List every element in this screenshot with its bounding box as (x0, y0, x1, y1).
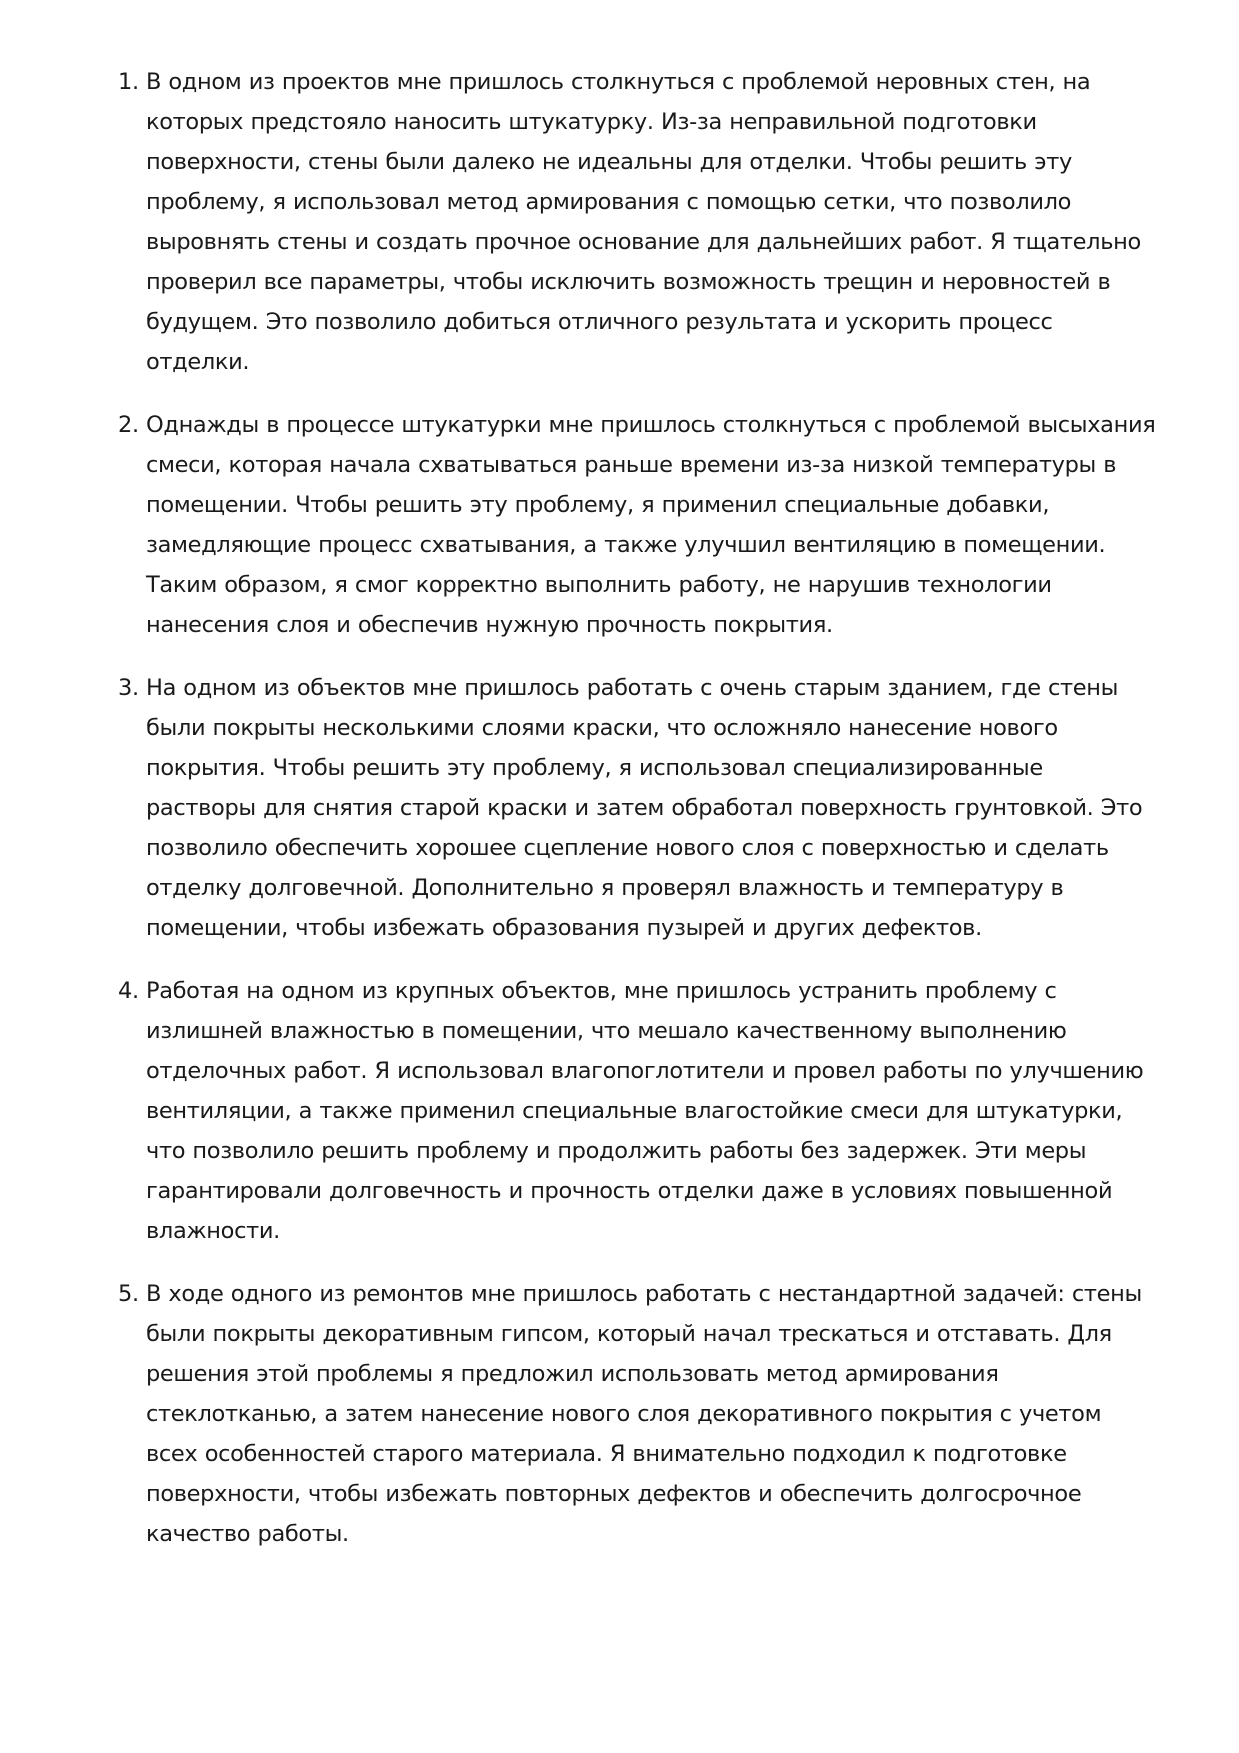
list-item-text: В ходе одного из ремонтов мне пришлось работать с нестандартной задачей: стены были покрыты декоративным гипсом, который начал трескаться и отставать. Для решения этой проблемы я предложил использовать метод армирования стеклотканью, а затем нанесение нового слоя декоративного покрытия с учетом всех особенностей старого материала. Я внимательно подходил к подготовке поверхности, чтобы избежать повторных дефектов и обеспечить долгосрочное качество работы. (146, 1281, 1142, 1547)
list-item-number: 1. (118, 69, 139, 95)
list-item-number: 2. (118, 412, 139, 438)
list-item-text: В одном из проектов мне пришлось столкнуться с проблемой неровных стен, на которых предстояло наносить штукатурку. Из-за неправильной подготовки поверхности, стены были далеко не идеальны для отделки. Чтобы решить эту проблему, я использовал метод армирования с помощью сетки, что позволило выровнять стены и создать прочное основание для дальнейших работ. Я тщательно проверил все параметры, чтобы исключить возможность трещин и неровностей в будущем. Это позволило добиться отличного результата и ускорить процесс отделки. (146, 69, 1141, 375)
list-item (118, 971, 1158, 1251)
list-item-text: На одном из объектов мне пришлось работать с очень старым зданием, где стены были покрыты несколькими слоями краски, что осложняло нанесение нового покрытия. Чтобы решить эту проблему, я использовал специализированные растворы для снятия старой краски и затем обработал поверхность грунтовкой. Это позволило обеспечить хорошее сцепление нового слоя с поверхностью и сделать отделку долговечной. Дополнительно я проверял влажность и температуру в помещении, чтобы избежать образования пузырей и других дефектов. (146, 675, 1143, 941)
list-item-text: Однажды в процессе штукатурки мне пришлось столкнуться с проблемой высыхания смеси, которая начала схватываться раньше времени из-за низкой температуры в помещении. Чтобы решить эту проблему, я применил специальные добавки, замедляющие процесс схватывания, а также улучшил вентиляцию в помещении. Таким образом, я смог корректно выполнить работу, не нарушив технологии нанесения слоя и обеспечив нужную прочность покрытия. (146, 412, 1156, 638)
list-item (118, 62, 1158, 382)
numbered-list (118, 62, 1158, 1577)
list-item-number: 5. (118, 1281, 139, 1307)
list-item (118, 668, 1158, 948)
list-item-number: 3. (118, 675, 139, 701)
list-item (118, 405, 1158, 645)
list-item-text: Работая на одном из крупных объектов, мне пришлось устранить проблему с излишней влажностью в помещении, что мешало качественному выполнению отделочных работ. Я использовал влагопоглотители и провел работы по улучшению вентиляции, а также применил специальные влагостойкие смеси для штукатурки, что позволило решить проблему и продолжить работы без задержек. Эти меры гарантировали долговечность и прочность отделки даже в условиях повышенной влажности. (146, 978, 1144, 1244)
list-item-number: 4. (118, 978, 139, 1004)
list-item (118, 1274, 1158, 1554)
